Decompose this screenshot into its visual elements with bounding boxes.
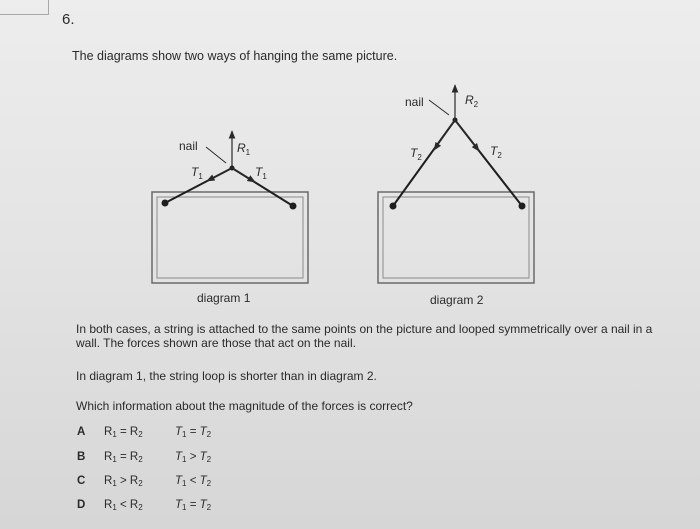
- nail-label-2: nail: [405, 95, 424, 109]
- attach-point-right-1: [290, 203, 297, 210]
- string-2: [393, 120, 522, 206]
- arrow-tension-right-1: [232, 168, 255, 182]
- setup-paragraph: In both cases, a string is attached to the same points on the picture and looped symmetrically over a nail in a wall. The forces shown are those that act on the nail.: [76, 322, 653, 350]
- option-tension-relation: $T_1 = T_2$: [175, 426, 212, 439]
- nail-pointer-2: [429, 100, 449, 115]
- nail-label-1: nail: [179, 139, 198, 153]
- question-intro: The diagrams show two ways of hanging the same picture.: [72, 49, 398, 63]
- nail-pointer-1: [206, 147, 226, 163]
- option-reaction-relation: $R_1 < R_2$: [104, 499, 143, 512]
- option-letter: D: [77, 499, 86, 511]
- condition-paragraph: In diagram 1, the string loop is shorter than in diagram 2.: [76, 369, 377, 383]
- option-reaction-relation: $R_1 = R_2$: [104, 426, 143, 439]
- prompt-paragraph: Which information about the magnitude of the forces is correct?: [76, 399, 413, 413]
- diagram-1: [152, 131, 308, 283]
- string-1: [165, 168, 293, 206]
- attach-point-left-2: [390, 203, 397, 210]
- reaction-label-1: $R_1$: [237, 141, 251, 157]
- reaction-label-2: $R_2$: [465, 93, 479, 109]
- diagram-1-caption: diagram 1: [197, 291, 251, 305]
- option-reaction-relation: $R_1 > R_2$: [104, 475, 143, 488]
- diagram-2-caption: diagram 2: [430, 293, 484, 307]
- option-letter: B: [77, 451, 86, 463]
- option-tension-relation: $T_1 < T_2$: [175, 475, 212, 488]
- option-reaction-relation: $R_1 = R_2$: [104, 451, 143, 464]
- question-number: 6.: [62, 11, 75, 28]
- tension-label-right-2: $T_2$: [490, 144, 502, 160]
- diagram-2: [378, 85, 534, 283]
- tension-label-right-1: $T_1$: [255, 165, 267, 181]
- attach-point-right-2: [519, 203, 526, 210]
- option-letter: C: [77, 475, 86, 487]
- picture-frame-2: [378, 192, 534, 283]
- arrow-tension-left-2: [434, 120, 455, 150]
- arrow-tension-left-1: [207, 168, 232, 181]
- tension-label-left-2: $T_2$: [410, 146, 422, 162]
- attach-point-left-1: [162, 200, 169, 207]
- picture-frame-1: [152, 192, 308, 283]
- arrow-tension-right-2: [455, 120, 479, 151]
- option-tension-relation: $T_1 = T_2$: [175, 499, 212, 512]
- option-tension-relation: $T_1 > T_2$: [175, 451, 212, 464]
- option-letter: A: [77, 426, 86, 438]
- tension-label-left-1: $T_1$: [191, 165, 203, 181]
